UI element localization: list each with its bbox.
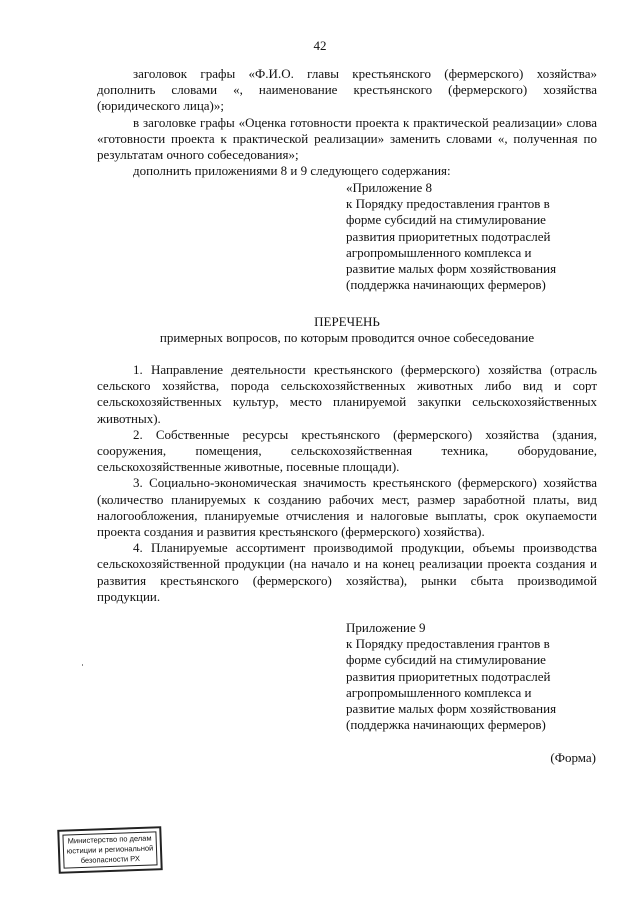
appendix-9-line: агропромышленного комплекса и (346, 684, 532, 700)
appendix-8-line: форме субсидий на стимулирование (346, 212, 546, 228)
appendix-9-line: форме субсидий на стимулирование (346, 652, 546, 668)
appendix-8-line: к Порядку предоставления грантов в (346, 196, 550, 212)
page-number: 42 (313, 38, 327, 53)
form-label: (Форма) (550, 750, 596, 765)
list-title: ПЕРЕЧЕНЬ (314, 314, 380, 329)
stamp-line: юстиции и региональной (66, 843, 154, 856)
appendix-8-line: развития приоритетных подотраслей (346, 228, 551, 244)
questions-list (97, 362, 597, 605)
question-item: 4. Планируемые ассортимент производимой продукции, объемы производства сельскохозяйственной продукции (на начало и на конец реализации проекта создания и развития крестьянского (фермерского) хозяйства), рынки сбыта производимой продукции. (97, 540, 597, 604)
appendix-9-line: (поддержка начинающих фермеров) (346, 717, 546, 733)
list-subtitle: примерных вопросов, по которым проводится очное собеседование (159, 330, 535, 345)
appendix-8-header (346, 180, 596, 293)
appendix-9-line: развитие малых форм хозяйствования (346, 701, 557, 717)
question-item: 3. Социально-экономическая значимость крестьянского (фермерского) хозяйства (количество планируемых к созданию рабочих мест, размер заработной платы, вид налогообложения, планируемые отчисления и налоговые выплаты, срок окупаемости проекта создания и развития крестьянского (фермерского) хозяйства). (97, 475, 597, 540)
appendix-9-header (346, 620, 596, 733)
intro-paragraph: в заголовке графы «Оценка готовности проекта к практической реализации» слова «готовности проекта к практической реализации» заменить словами «, полученная по результатам очного собеседования»; (97, 114, 597, 163)
stamp-line: Министерство по делам (67, 833, 152, 846)
scan-speck (82, 664, 83, 666)
appendix-8-line: (поддержка начинающих фермеров) (346, 277, 546, 293)
stamp-line: безопасности РХ (80, 853, 141, 866)
appendix-9-line: к Порядку предоставления грантов в (346, 636, 550, 652)
intro-paragraph: заголовок графы «Ф.И.О. главы крестьянского (фермерского) хозяйства» дополнить словами «, наименование крестьянского (фермерского) хозяйства (юридического лица)»; (97, 66, 597, 114)
ministry-stamp (57, 826, 162, 874)
question-item: 2. Собственные ресурсы крестьянского (фермерского) хозяйства (здания, сооружения, помещения, сельскохозяйственная техника, оборудование, сельскохозяйственные животные, посевные площади). (97, 426, 597, 475)
intro-paragraph: дополнить приложениями 8 и 9 следующего содержания: (133, 163, 451, 179)
question-item: 1. Направление деятельности крестьянского (фермерского) хозяйства (отрасль сельского хозяйства, порода сельскохозяйственных животных либо вид и сорт сельскохозяйственных культур, место планируемой закупки сельскохозяйственных животных). (97, 362, 597, 426)
list-heading (97, 314, 597, 346)
appendix-8-line: «Приложение 8 (346, 180, 433, 195)
appendix-8-line: агропромышленного комплекса и (346, 244, 532, 260)
appendix-9-line: Приложение 9 (346, 620, 426, 635)
appendix-9-line: развития приоритетных подотраслей (346, 668, 551, 684)
intro-section (97, 66, 597, 179)
appendix-8-line: развитие малых форм хозяйствования (346, 261, 557, 277)
